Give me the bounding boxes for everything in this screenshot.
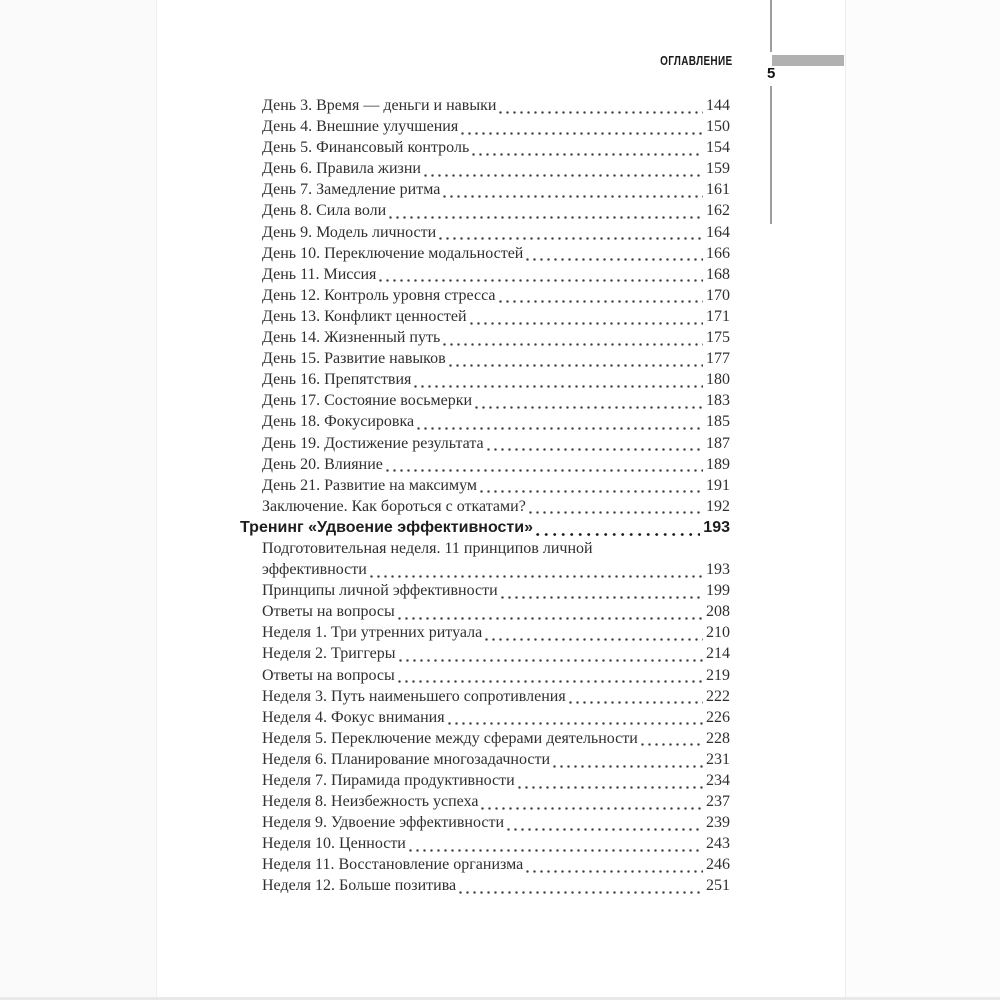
- toc-entry-title: День 17. Состояние восьмерки: [262, 392, 473, 410]
- toc-entry-page: 222: [706, 687, 730, 705]
- toc-entry-title: Ответы на вопросы: [262, 603, 395, 621]
- toc-entry-page: 171: [706, 307, 730, 325]
- toc-dot-leader: [470, 322, 703, 325]
- toc-entry-page: 161: [706, 181, 730, 199]
- toc-dot-leader: [399, 659, 703, 662]
- toc-entry-title: Тренинг «Удвоение эффективности»: [240, 518, 533, 536]
- toc-row: [240, 582, 730, 603]
- toc-dot-leader: [487, 448, 703, 451]
- toc-entry-title: Неделя 10. Ценности: [262, 835, 406, 853]
- toc-row: [240, 139, 730, 160]
- page-edge-right: [846, 0, 1000, 1000]
- toc-entry-page: 185: [706, 413, 730, 431]
- toc-row: [240, 772, 730, 793]
- toc-entry-title: День 9. Модель личности: [262, 223, 437, 241]
- toc-entry-page: 170: [706, 286, 730, 304]
- toc-entry-title: День 5. Финансовый контроль: [262, 139, 470, 157]
- toc-row: [240, 667, 730, 688]
- toc-row: [240, 224, 730, 245]
- toc-entry-title: День 7. Замедление ритма: [262, 181, 441, 199]
- toc-row: [240, 160, 730, 181]
- toc-dot-leader: [443, 343, 703, 346]
- toc-entry-title: Неделя 11. Восстановление организма: [262, 856, 524, 874]
- toc-entry-title: Неделя 8. Неизбежность успеха: [262, 793, 479, 811]
- toc-dot-leader: [507, 828, 703, 831]
- toc-entry-page: 237: [706, 793, 730, 811]
- toc-entry-title: Неделя 4. Фокус внимания: [262, 708, 445, 726]
- toc-entry-page: 234: [706, 772, 730, 789]
- toc-dot-leader: [459, 891, 703, 894]
- toc-dot-leader: [370, 575, 703, 578]
- toc-entry-page: 164: [706, 223, 730, 241]
- toc-dot-leader: [417, 427, 703, 430]
- toc-entry-title: эффективности: [262, 561, 367, 579]
- table-of-contents: [240, 97, 730, 899]
- toc-dot-leader: [439, 237, 703, 240]
- toc-dot-leader: [480, 490, 703, 493]
- toc-entry-page: 168: [706, 265, 730, 283]
- toc-dot-leader: [526, 870, 703, 873]
- toc-entry-page: 166: [706, 244, 730, 262]
- toc-entry-title: День 10. Переключение модальностей: [262, 244, 524, 262]
- toc-row: [240, 329, 730, 350]
- toc-entry-title: День 6. Правила жизни: [262, 160, 421, 178]
- toc-row: [240, 413, 730, 434]
- toc-dot-leader: [386, 469, 703, 472]
- toc-dot-leader: [499, 300, 703, 303]
- toc-entry-page: 199: [706, 582, 730, 600]
- toc-entry-page: 208: [706, 603, 730, 621]
- toc-row: [240, 624, 730, 645]
- toc-dot-leader: [398, 617, 703, 620]
- toc-entry-page: 183: [706, 392, 730, 410]
- toc-entry-title: День 18. Фокусировка: [262, 413, 415, 431]
- toc-entry-title: Неделя 2. Триггеры: [262, 645, 396, 663]
- toc-entry-page: 219: [706, 666, 730, 684]
- toc-row: [240, 477, 730, 498]
- margin-rule-bottom: [770, 86, 772, 224]
- toc-row: [240, 519, 730, 540]
- toc-row: [240, 202, 730, 223]
- running-head: ОГЛАВЛЕНИЕ: [659, 54, 732, 68]
- toc-row: [240, 856, 730, 877]
- toc-dot-leader: [518, 786, 703, 789]
- page-number: 5: [767, 65, 776, 82]
- toc-row: [240, 287, 730, 308]
- toc-entry-page: 150: [706, 118, 730, 136]
- toc-dot-leader: [443, 195, 703, 198]
- toc-entry-title: День 20. Влияние: [262, 455, 383, 473]
- toc-entry-page: 193: [706, 561, 730, 579]
- toc-row: [240, 877, 730, 898]
- toc-dot-leader: [398, 680, 703, 683]
- toc-entry-page: 214: [706, 645, 730, 663]
- toc-row: [240, 498, 730, 519]
- toc-row: [240, 835, 730, 856]
- toc-entry-page: 226: [706, 708, 730, 726]
- toc-row: [240, 97, 730, 118]
- toc-row: [240, 371, 730, 392]
- toc-entry-page: 243: [706, 835, 730, 853]
- toc-entry-page: 162: [706, 202, 730, 220]
- toc-entry-title: День 8. Сила воли: [262, 202, 387, 220]
- toc-row: [240, 456, 730, 477]
- toc-dot-leader: [379, 279, 703, 282]
- toc-dot-leader: [536, 533, 700, 536]
- toc-entry-title: День 13. Конфликт ценностей: [262, 307, 467, 325]
- toc-row: [240, 793, 730, 814]
- toc-dot-leader: [461, 132, 703, 135]
- toc-row: [240, 181, 730, 202]
- toc-dot-leader: [499, 111, 703, 114]
- page-edge-left: [0, 0, 156, 1000]
- toc-entry-page: 180: [706, 371, 730, 389]
- toc-row: [240, 709, 730, 730]
- toc-dot-leader: [475, 406, 703, 409]
- toc-dot-leader: [414, 385, 703, 388]
- toc-row: [240, 118, 730, 139]
- header-gray-bar: [772, 55, 844, 66]
- toc-entry-title: День 19. Достижение результата: [262, 434, 484, 452]
- toc-row: [240, 540, 730, 561]
- toc-row: [240, 561, 730, 582]
- toc-row: [240, 435, 730, 456]
- toc-row: [240, 308, 730, 329]
- toc-dot-leader: [569, 701, 703, 704]
- toc-entry-title: Неделя 7. Пирамида продуктивности: [262, 772, 515, 789]
- toc-row: [240, 603, 730, 624]
- toc-entry-title: День 16. Препятствия: [262, 371, 412, 389]
- toc-dot-leader: [641, 743, 703, 746]
- toc-dot-leader: [501, 596, 703, 599]
- toc-entry-title: Неделя 12. Больше позитива: [262, 877, 457, 895]
- toc-entry-title: Принципы личной эффективности: [262, 582, 498, 600]
- toc-row: [240, 730, 730, 751]
- toc-entry-title: День 12. Контроль уровня стресса: [262, 286, 496, 304]
- toc-row: [240, 350, 730, 371]
- toc-entry-title: День 4. Внешние улучшения: [262, 118, 459, 136]
- toc-dot-leader: [553, 765, 703, 768]
- toc-dot-leader: [409, 849, 703, 852]
- toc-entry-title: Неделя 5. Переключение между сферами деятельности: [262, 729, 638, 747]
- toc-entry-page: 177: [706, 350, 730, 368]
- toc-dot-leader: [485, 638, 703, 641]
- toc-entry-page: 210: [706, 624, 730, 642]
- toc-entry-page: 228: [706, 729, 730, 747]
- toc-entry-title: День 14. Жизненный путь: [262, 329, 441, 347]
- toc-dot-leader: [389, 216, 703, 219]
- toc-dot-leader: [481, 807, 703, 810]
- toc-entry-page: 192: [706, 497, 730, 515]
- toc-entry-page: 193: [703, 518, 730, 536]
- toc-entry-page: 187: [706, 434, 730, 452]
- margin-rule-top: [770, 0, 772, 52]
- toc-dot-leader: [529, 511, 703, 514]
- toc-row: [240, 645, 730, 666]
- page-edge-right-line: [845, 0, 846, 1000]
- toc-entry-page: 231: [706, 750, 730, 768]
- toc-dot-leader: [424, 174, 703, 177]
- toc-row: [240, 688, 730, 709]
- toc-entry-page: 154: [706, 139, 730, 157]
- toc-dot-leader: [526, 258, 703, 261]
- toc-entry-title: День 15. Развитие навыков: [262, 350, 446, 368]
- page-edge-left-line: [156, 0, 157, 1000]
- toc-entry-page: 191: [706, 476, 730, 494]
- toc-dot-leader: [472, 153, 703, 156]
- toc-dot-leader: [449, 364, 703, 367]
- toc-entry-page: 251: [706, 877, 730, 895]
- toc-row: [240, 814, 730, 835]
- toc-entry-page: 189: [706, 455, 730, 473]
- toc-entry-title: Подготовительная неделя. 11 принципов личной: [262, 539, 593, 557]
- toc-row: [240, 751, 730, 772]
- toc-entry-page: 175: [706, 329, 730, 347]
- toc-entry-title: День 21. Развитие на максимум: [262, 476, 478, 494]
- toc-entry-title: Неделя 1. Три утренних ритуала: [262, 624, 483, 642]
- toc-entry-title: Заключение. Как бороться с откатами?: [262, 497, 526, 515]
- toc-entry-page: 159: [706, 160, 730, 178]
- toc-entry-title: День 11. Миссия: [262, 265, 377, 283]
- toc-entry-title: Неделя 6. Планирование многозадачности: [262, 750, 551, 768]
- toc-entry-title: Неделя 9. Удвоение эффективности: [262, 814, 505, 832]
- toc-entry-page: 246: [706, 856, 730, 874]
- toc-dot-leader: [448, 722, 703, 725]
- toc-row: [240, 392, 730, 413]
- toc-row: [240, 245, 730, 266]
- toc-row: [240, 266, 730, 287]
- toc-entry-title: Ответы на вопросы: [262, 666, 395, 684]
- toc-entry-title: Неделя 3. Путь наименьшего сопротивления: [262, 687, 566, 705]
- toc-entry-title: День 3. Время — деньги и навыки: [262, 97, 497, 114]
- toc-entry-page: 239: [706, 814, 730, 832]
- toc-entry-page: 144: [706, 97, 730, 114]
